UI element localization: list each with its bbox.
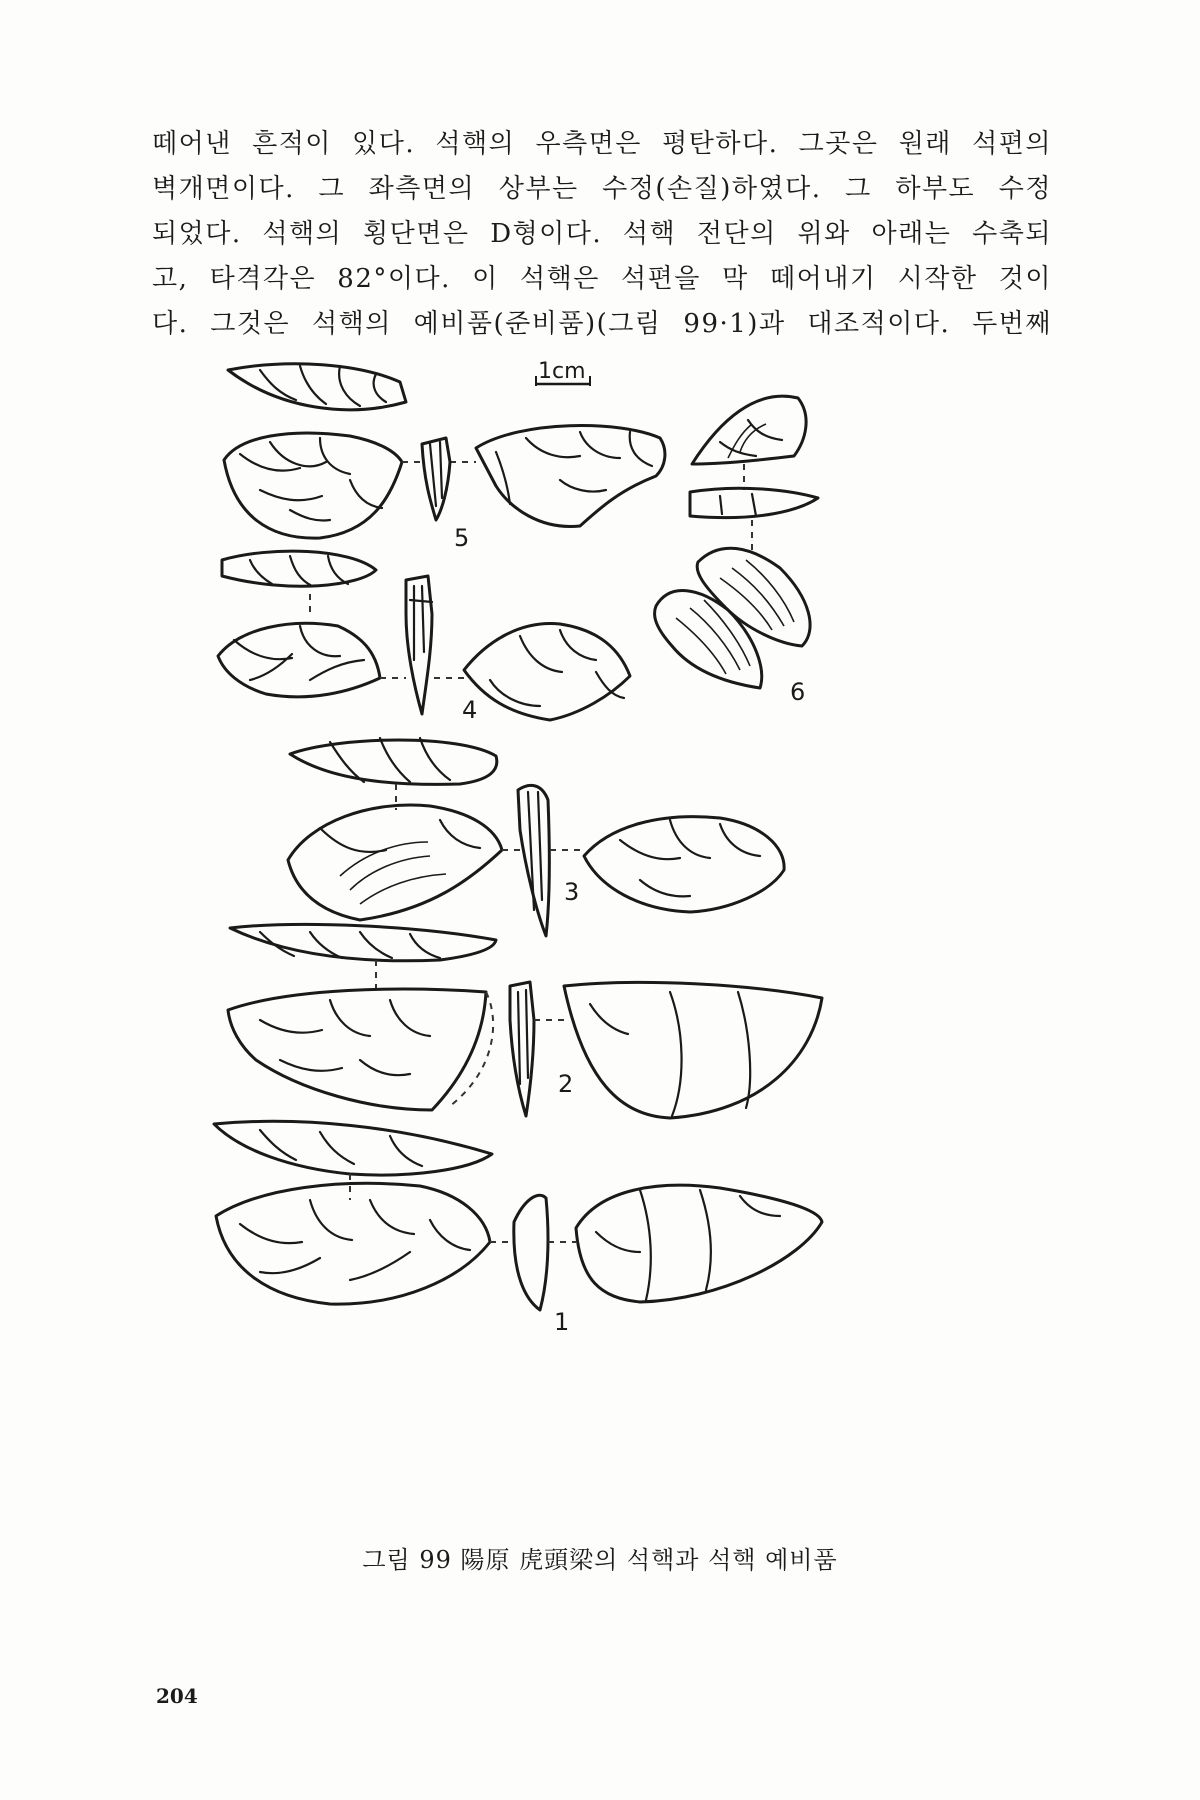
specimen-number: 6 <box>790 678 806 706</box>
scale-label: 1cm <box>538 359 586 384</box>
specimen-3 <box>288 738 784 936</box>
specimen-number: 5 <box>454 524 470 552</box>
stone-core-drawing <box>200 359 980 1500</box>
specimen-number: 1 <box>554 1308 570 1336</box>
specimen-number: 3 <box>564 878 580 906</box>
body-text-line: 다. 그것은 석핵의 예비품(준비품)(그림 99·1)과 대조적이다. 두번째 <box>152 309 1052 339</box>
figure-99 <box>200 359 980 1500</box>
body-text-line: 벽개면이다. 그 좌측면의 상부는 수정(손질)하였다. 그 하부도 수정 <box>152 174 1052 204</box>
page-number: 204 <box>156 1684 198 1708</box>
specimen-number: 4 <box>462 696 478 724</box>
figure-caption: 그림 99 陽原 虎頭梁의 석핵과 석핵 예비품 <box>362 1546 838 1574</box>
body-text <box>152 122 1052 347</box>
body-text-line: 떼어낸 흔적이 있다. 석핵의 우측면은 평탄하다. 그곳은 원래 석편의 <box>152 129 1052 159</box>
specimen-2 <box>228 924 822 1118</box>
scale-bar <box>536 359 590 386</box>
specimen-1 <box>214 1121 822 1336</box>
specimen-4 <box>218 551 630 724</box>
specimen-number: 2 <box>558 1070 574 1098</box>
specimen-6 <box>655 396 818 706</box>
specimen-5 <box>224 364 665 552</box>
body-text-line: 고, 타격각은 82°이다. 이 석핵은 석편을 막 떼어내기 시작한 것이 <box>152 264 1052 294</box>
body-text-line: 되었다. 석핵의 횡단면은 D형이다. 석핵 전단의 위와 아래는 수축되 <box>152 219 1052 249</box>
